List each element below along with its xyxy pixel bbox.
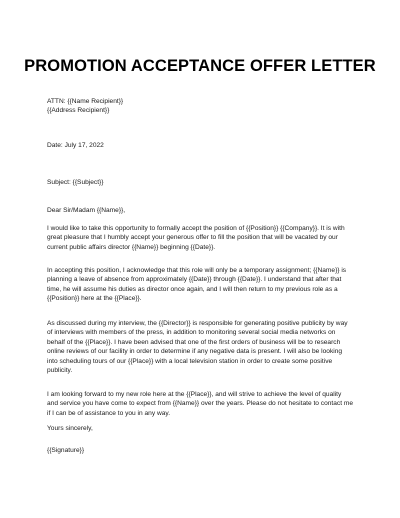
paragraph-line: current public affairs director {{Name}} beginning {{Date}}.	[47, 243, 216, 251]
paragraph-line: online reviews of our facility in order to determine if any negative data is present. I will also be looking	[47, 348, 343, 356]
attn-block	[47, 97, 367, 116]
paragraph-2	[47, 266, 367, 304]
letter-title: PROMOTION ACCEPTANCE OFFER LETTER	[24, 57, 376, 75]
paragraph-line: I would like to take this opportunity to formally accept the position of {{Position}} {{Company}}. It is with	[47, 225, 345, 232]
paragraph-line: behalf of the {{Place}}. I have been advised that one of the first orders of business will be to research	[47, 338, 341, 346]
paragraph-line: As discussed during my interview, the {{Director}} is responsible for generating positive publicity by way	[47, 320, 348, 327]
paragraph-line: into scheduling tours of our {{Place}} with a local television station in order to create some positive	[47, 357, 333, 365]
letter-closing	[47, 424, 367, 433]
attn-address: {{Address Recipient}}	[47, 107, 110, 115]
paragraph-3	[47, 319, 367, 375]
salutation-line: Dear Sir/Madam {{Name}},	[47, 207, 126, 214]
paragraph-line: I am looking forward to my new role here at the {{Place}}, and will strive to achieve the level of quality	[47, 391, 342, 398]
paragraph-line: if I can be of assistance to you in any way.	[47, 409, 171, 417]
closing-line: Yours sincerely,	[47, 425, 93, 432]
paragraph-line: {{Position}} here at the {{Place}}.	[47, 295, 142, 303]
paragraph-line: publicity.	[47, 367, 73, 375]
paragraph-line: great pleasure that I humbly accept your generous offer to fill the position that will be vacated by our	[47, 234, 338, 242]
paragraph-line: and service you have come to expect from {{Name}} over the years. Please do not hesitate to contact me	[47, 400, 354, 408]
subject-line: Subject: {{Subject}}	[47, 179, 104, 186]
signature-line: {{Signature}}	[47, 447, 85, 454]
letter-subject	[47, 178, 367, 187]
letter-signature	[47, 446, 367, 455]
attn-name: ATTN: {{Name Recipient}}	[47, 98, 124, 105]
paragraph-4	[47, 390, 367, 418]
paragraph-line: of interviews with members of the press, in addition to monitoring several social media networks on	[47, 329, 336, 337]
letter-date	[47, 141, 367, 150]
letter-salutation	[47, 206, 367, 215]
paragraph-line: planning a leave of absence from approximately {{Date}} through {{Date}}. I understand that after that	[47, 276, 342, 284]
paragraph-1	[47, 224, 367, 252]
paragraph-line: time, he will assume his duties as director once again, and I will then return to my previous role as a	[47, 285, 338, 293]
paragraph-line: In accepting this position, I acknowledge that this role will only be a temporary assignment; {{Name}} is	[47, 267, 347, 274]
date-line: Date: July 17, 2022	[47, 142, 104, 149]
